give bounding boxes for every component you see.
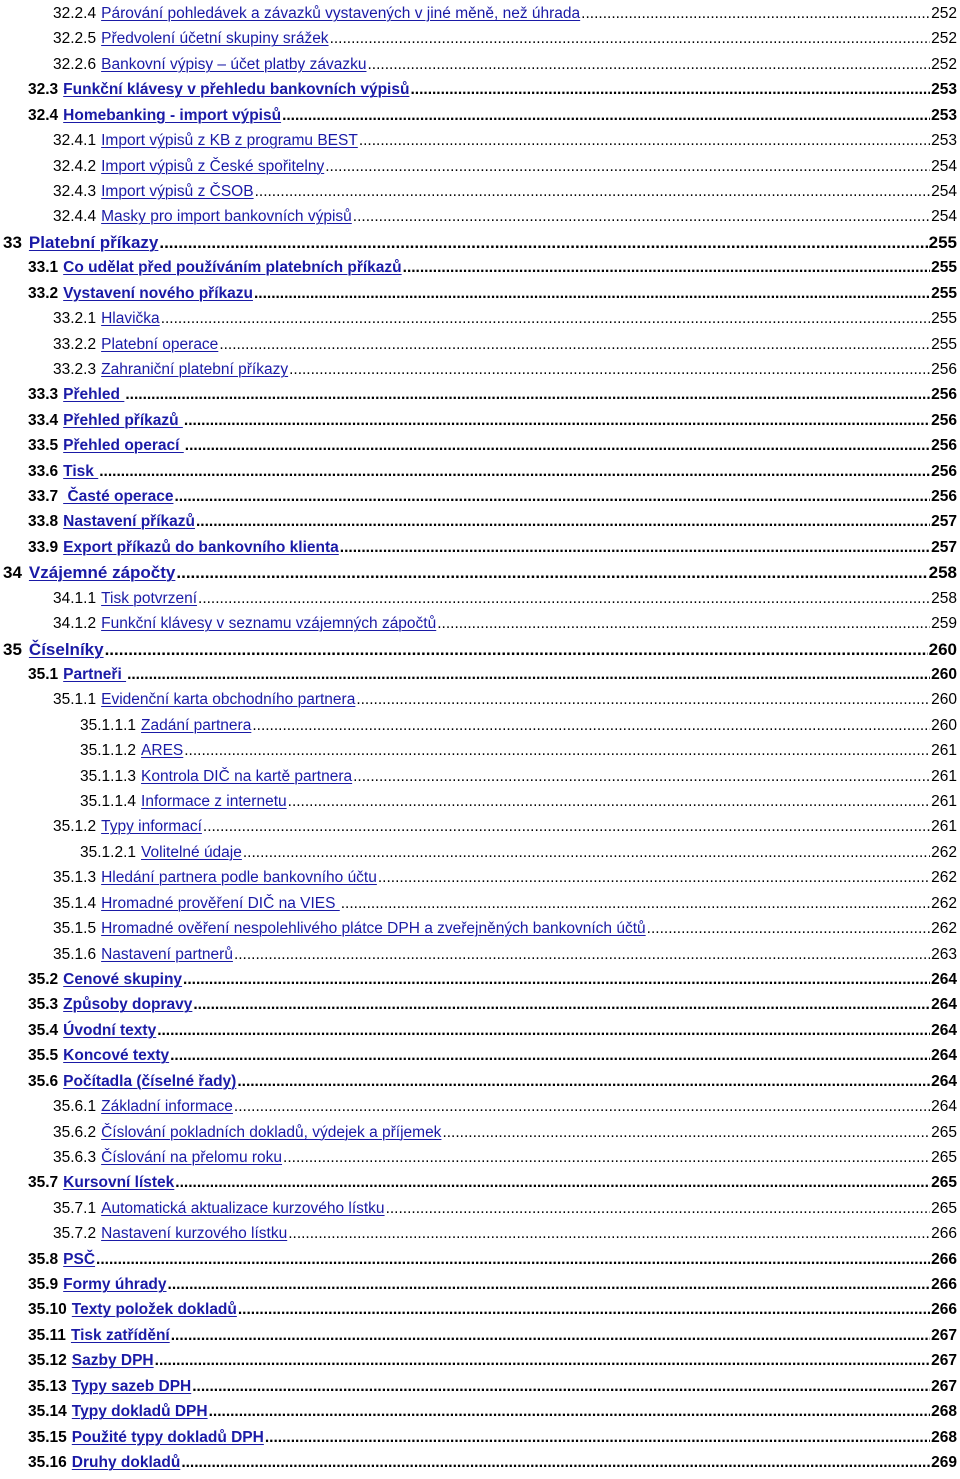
toc-entry[interactable] [0,1123,957,1143]
toc-entry-number: 35.10 [28,1301,67,1319]
toc-entry-page-number: 264 [931,971,957,988]
toc-entry-link[interactable]: Tisk [63,462,99,480]
dot-leader [353,207,930,227]
toc-entry-number: 35.16 [28,1453,67,1471]
toc-entry-number: 33.1 [28,259,59,277]
toc-entry-link[interactable]: Typy sazeb DPH [71,1377,192,1395]
toc-entry-number: 35.6.3 [53,1148,97,1166]
dot-leader [209,1402,931,1422]
toc-entry-number: 33.7 [28,488,59,505]
toc-entry-page-number: 255 [931,259,957,277]
toc-entry[interactable] [0,131,957,151]
dot-leader [437,614,930,634]
toc-entry-link[interactable]: Cenové skupiny [63,971,183,988]
toc-entry-number: 35.13 [28,1377,67,1395]
toc-entry[interactable] [0,512,957,532]
toc-entry[interactable] [0,919,957,939]
toc-entry-page-number: 257 [931,513,957,531]
toc-entry-page-number: 266 [931,1301,957,1319]
toc-entry-page-number: 253 [931,81,957,99]
toc-entry-page-number: 265 [931,1174,957,1192]
dot-leader [238,1300,930,1320]
toc-entry[interactable] [0,538,957,558]
toc-entry[interactable] [0,1453,957,1473]
dot-leader [105,640,928,660]
toc-entry-number: 32.4.3 [53,182,97,200]
toc-entry[interactable] [0,767,957,787]
toc-entry-number: 33.2.2 [53,335,97,353]
toc-entry-link[interactable]: Formy úhrady [63,1276,167,1293]
toc-entry[interactable] [0,80,957,100]
toc-entry[interactable] [0,1250,957,1270]
toc-entry[interactable] [0,1275,957,1295]
toc-entry-page-number: 267 [931,1352,957,1370]
toc-entry-link[interactable]: Kontrola DIČ na kartě partnera [141,767,353,785]
toc-entry-page-number: 258 [928,563,957,583]
toc-entry-number: 35.1.1.3 [80,767,137,785]
toc-entry[interactable] [0,817,957,837]
dot-leader [192,1377,930,1397]
dot-leader [127,665,930,685]
toc-entry[interactable] [0,868,957,888]
dot-leader [341,894,930,914]
toc-entry-number: 35.9 [28,1276,59,1293]
dot-leader [647,919,930,939]
toc-entry-link[interactable]: Automatická aktualizace kurzového lístku [101,1199,385,1217]
toc-entry-link[interactable]: Základní informace [101,1098,233,1116]
toc-entry-page-number: 260 [928,639,957,659]
toc-entry-link[interactable]: Homebanking - import výpisů [63,106,282,124]
toc-entry-link[interactable]: Koncové texty [63,1047,170,1065]
toc-entry[interactable] [0,843,957,863]
dot-leader [155,1351,930,1371]
toc-entry-number: 35.1.4 [53,894,97,912]
toc-entry[interactable] [0,563,957,583]
toc-entry-link[interactable]: Funkční klávesy v přehledu bankovních výpisů [63,81,410,99]
toc-entry[interactable] [0,462,957,482]
toc-entry-number: 35.12 [28,1352,67,1370]
toc-entry[interactable] [0,894,957,914]
toc-entry-number: 35.1.1.4 [80,793,137,810]
toc-entry-page-number: 265 [931,1199,957,1217]
toc-entry-link[interactable]: Číslování na přelomu roku [101,1148,283,1166]
toc-entry-page-number: 266 [931,1225,957,1243]
toc-entry-page-number: 262 [931,894,957,912]
toc-entry-number: 33.9 [28,538,59,556]
dot-leader [203,817,930,837]
dot-leader [174,487,930,507]
toc-entry[interactable] [0,1402,957,1422]
toc-entry-link[interactable]: Vystavení nového příkazu [63,284,253,302]
toc-entry[interactable] [0,309,957,329]
toc-entry-link[interactable]: Import výpisů z České spořitelny [101,157,325,175]
toc-entry-page-number: 260 [931,716,957,734]
toc-entry[interactable] [0,1351,957,1371]
dot-leader [219,335,930,355]
toc-entry-link[interactable]: Evidenční karta obchodního partnera [101,691,356,709]
toc-entry-link[interactable]: Typy dokladů DPH [71,1403,208,1421]
toc-entry-number: 33.2 [28,284,59,302]
toc-entry-link[interactable]: Nastavení příkazů [63,513,195,531]
dot-leader [282,106,930,126]
toc-entry-page-number: 253 [931,106,957,124]
toc-entry[interactable] [0,1046,957,1066]
toc-entry[interactable] [0,157,957,177]
toc-entry[interactable] [0,589,957,609]
toc-entry-page-number: 261 [931,818,957,836]
dot-leader [288,792,930,812]
toc-entry-link[interactable]: Způsoby dopravy [63,996,193,1014]
toc-entry-link[interactable]: Export příkazů do bankovního klienta [63,538,339,556]
toc-entry[interactable] [0,970,957,990]
toc-entry[interactable] [0,1199,957,1219]
toc-entry-number: 35.6.2 [53,1123,97,1141]
dot-leader [183,970,930,990]
toc-entry-link[interactable]: Partneři [63,665,127,683]
toc-entry-link[interactable]: Import výpisů z KB z programu BEST [101,132,358,150]
toc-entry-page-number: 261 [931,742,957,760]
toc-entry-page-number: 256 [931,386,957,404]
toc-entry-number: 34 [3,563,22,583]
toc-entry-page-number: 262 [931,869,957,887]
dot-leader [168,1275,931,1295]
toc-entry-link[interactable]: Časté operace [63,488,174,505]
toc-entry-number: 35.1.6 [53,945,97,963]
dot-leader [403,258,930,278]
toc-entry-link[interactable]: Druhy dokladů [71,1453,181,1471]
toc-entry-number: 33.5 [28,437,59,455]
toc-entry-page-number: 263 [931,945,957,963]
dot-leader [184,411,930,431]
toc-entry-link[interactable]: Tisk potvrzení [101,589,198,607]
dot-leader [340,538,930,558]
toc-entry-link[interactable]: Párování pohledávek a závazků vystavených v jiné měně, než úhrada [101,5,581,22]
toc-entry[interactable] [0,55,957,75]
toc-entry[interactable] [0,1326,957,1346]
dot-leader [367,55,930,75]
toc-entry[interactable] [0,1377,957,1397]
toc-entry-link[interactable]: Číslování pokladních dokladů, výdejek a příjemek [101,1123,442,1141]
toc-entry-number: 35.6.1 [53,1098,97,1116]
toc-entry-page-number: 264 [931,1098,957,1116]
toc-entry-number: 35.1.1.1 [80,716,137,734]
toc-entry[interactable] [0,360,957,380]
toc-entry-number: 35.5 [28,1047,59,1065]
toc-entry[interactable] [0,1173,957,1193]
toc-entry-page-number: 265 [931,1123,957,1141]
dot-leader [325,157,930,177]
toc-entry-number: 35.8 [28,1250,59,1268]
toc-entry-page-number: 264 [931,996,957,1014]
toc-entry-page-number: 253 [931,132,957,150]
dot-leader [99,462,930,482]
toc-entry-link[interactable]: Přehled [63,386,125,404]
toc-entry-page-number: 265 [931,1148,957,1166]
dot-leader [237,1072,930,1092]
toc-entry-link[interactable]: Hromadné ověření nespolehlivého plátce DPH a zveřejněných bankovních účtů [101,920,646,938]
toc-entry[interactable] [0,1300,957,1320]
dot-leader [161,309,930,329]
toc-entry-page-number: 260 [931,691,957,709]
toc-entry-number: 35.1.1 [53,691,97,709]
toc-entry-number: 35.1.2.1 [80,843,137,861]
toc-entry-link[interactable]: Funkční klávesy v seznamu vzájemných zápočtů [101,615,437,633]
toc-entry-link[interactable]: Nastavení partnerů [101,945,233,963]
toc-entry[interactable] [0,614,957,634]
toc-entry-link[interactable]: Zadání partnera [141,716,252,734]
dot-leader [198,589,930,609]
toc-entry-link[interactable]: Typy informací [101,818,202,836]
toc-entry-number: 32.4.4 [53,208,97,226]
dot-leader [265,1428,930,1448]
dot-leader [171,1326,930,1346]
toc-entry-page-number: 255 [931,335,957,353]
toc-entry[interactable] [0,995,957,1015]
dot-leader [356,690,930,710]
toc-entry-link[interactable]: Volitelné údaje [141,843,242,861]
toc-entry[interactable] [0,436,957,456]
toc-entry[interactable] [0,690,957,710]
toc-entry-number: 35.1 [28,665,59,683]
toc-entry-number: 35.1.3 [53,869,97,887]
toc-entry-number: 35 [3,639,22,659]
dot-leader [196,512,930,532]
toc-entry-page-number: 267 [931,1377,957,1395]
toc-entry-number: 35.7 [28,1174,59,1192]
toc-entry-page-number: 259 [931,615,957,633]
dot-leader [255,182,931,202]
dot-leader [581,4,930,24]
dot-leader [283,1148,930,1168]
toc-entry[interactable] [0,945,957,965]
toc-entry-page-number: 268 [931,1428,957,1446]
toc-entry[interactable] [0,4,957,24]
toc-entry-page-number: 256 [931,488,957,505]
toc-entry[interactable] [0,106,957,126]
toc-entry-page-number: 255 [931,284,957,302]
dot-leader [378,868,930,888]
toc-entry-page-number: 254 [931,157,957,175]
dot-leader [125,385,930,405]
toc-entry[interactable] [0,716,957,736]
toc-entry-number: 35.15 [28,1428,67,1446]
toc-entry-link[interactable]: Informace z internetu [141,793,287,810]
toc-entry-number: 33.3 [28,386,59,404]
toc-entry[interactable] [0,29,957,49]
dot-leader [96,1250,930,1270]
toc-entry[interactable] [0,665,957,685]
toc-entry-number: 35.3 [28,996,59,1014]
toc-entry-link[interactable]: Sazby DPH [71,1352,154,1370]
toc-entry-number: 32.2.6 [53,55,97,73]
toc-entry-page-number: 262 [931,920,957,938]
toc-entry-page-number: 266 [931,1276,957,1293]
toc-entry-number: 32.4 [28,106,59,124]
toc-entry-page-number: 252 [931,30,957,48]
toc-entry[interactable] [0,385,957,405]
toc-entry-link[interactable]: ARES [141,742,184,760]
toc-entry[interactable] [0,1072,957,1092]
toc-entry-number: 35.6 [28,1072,59,1090]
toc-entry-page-number: 268 [931,1403,957,1421]
toc-entry-number: 34.1.2 [53,615,97,633]
toc-entry-number: 33.4 [28,411,59,429]
dot-leader [175,1173,930,1193]
dot-leader [410,80,930,100]
toc-entry-page-number: 255 [931,310,957,327]
toc-entry-link[interactable]: Platební příkazy [28,232,159,252]
dot-leader [330,29,931,49]
toc-entry-link[interactable]: Hlavička [101,310,160,327]
dot-leader [159,233,927,253]
toc-entry-number: 35.7.2 [53,1225,97,1243]
toc-entry-page-number: 256 [931,462,957,480]
toc-entry-link[interactable]: Použité typy dokladů DPH [71,1428,264,1446]
toc-entry[interactable] [0,1148,957,1168]
toc-entry-number: 35.14 [28,1403,67,1421]
toc-entry-number: 32.2.5 [53,30,97,48]
toc-entry-number: 33.2.1 [53,310,97,327]
toc-entry-number: 33.2.3 [53,360,97,378]
toc-entry-page-number: 262 [931,843,957,861]
toc-entry-link[interactable]: Přehled operací [63,437,184,455]
dot-leader [289,360,930,380]
toc-entry-page-number: 256 [931,437,957,455]
toc-entry-link[interactable]: Co udělat před používáním platebních příkazů [63,259,402,277]
toc-entry[interactable] [0,792,957,812]
toc-entry-page-number: 264 [931,1021,957,1039]
toc-entry-number: 35.1.5 [53,920,97,938]
toc-entry[interactable] [0,335,957,355]
toc-entry[interactable] [0,411,957,431]
toc-entry[interactable] [0,1224,957,1244]
dot-leader [353,767,930,787]
toc-entry-number: 35.11 [28,1326,66,1344]
toc-entry[interactable] [0,640,957,660]
toc-entry-link[interactable]: Hromadné prověření DIČ na VIES [101,894,340,912]
toc-entry-link[interactable]: Přehled příkazů [63,411,183,429]
dot-leader [170,1046,930,1066]
dot-leader [157,1021,930,1041]
toc-entry-link[interactable]: Číselníky [28,639,104,659]
toc-entry-page-number: 254 [931,182,957,200]
toc-entry-link[interactable]: Hledání partnera podle bankovního účtu [101,869,377,887]
toc-entry-page-number: 256 [931,411,957,429]
toc-entry-link[interactable]: Zahraniční platební příkazy [101,360,289,378]
dot-leader [234,1097,930,1117]
toc-entry-page-number: 260 [931,665,957,683]
toc-entry-link[interactable]: Vzájemné zápočty [28,563,176,583]
toc-entry-page-number: 264 [931,1047,957,1065]
dot-leader [176,563,927,583]
toc-entry-number: 32.2.4 [53,5,97,22]
dot-leader [442,1123,930,1143]
toc-entry-number: 35.7.1 [53,1199,97,1217]
toc-entry[interactable] [0,1428,957,1448]
toc-entry-link[interactable]: Úvodní texty [63,1021,157,1039]
toc-entry-link[interactable]: Kursovní lístek [63,1174,175,1192]
toc-entry-number: 33 [3,232,22,252]
toc-entry[interactable] [0,207,957,227]
dot-leader [184,741,930,761]
toc-entry-page-number: 252 [931,5,957,22]
toc-entry-link[interactable]: Masky pro import bankovních výpisů [101,208,352,226]
toc-entry-number: 32.3 [28,81,59,99]
dot-leader [185,436,930,456]
toc-entry-link[interactable]: Texty položek dokladů [71,1301,237,1319]
toc-entry[interactable] [0,182,957,202]
toc-entry-page-number: 267 [931,1326,957,1344]
toc-entry[interactable] [0,487,957,507]
toc-entry[interactable] [0,741,957,761]
toc-entry-page-number: 264 [931,1072,957,1090]
toc-entry-link[interactable]: Bankovní výpisy – účet platby závazku [101,55,367,73]
toc-entry-link[interactable]: Počítadla (číselné řady) [63,1072,237,1090]
toc-entry-number: 35.1.2 [53,818,97,836]
dot-leader [243,843,930,863]
dot-leader [234,945,930,965]
toc-entry[interactable] [0,258,957,278]
dot-leader [252,716,930,736]
dot-leader [193,995,930,1015]
toc-entry[interactable] [0,1021,957,1041]
toc-entry-number: 32.4.1 [53,132,97,150]
toc-entry-page-number: 269 [931,1453,957,1471]
dot-leader [181,1453,930,1473]
toc-entry-link[interactable]: PSČ [63,1250,96,1268]
toc-entry-link[interactable]: Platební operace [101,335,219,353]
dot-leader [386,1199,931,1219]
toc-entry-number: 32.4.2 [53,157,97,175]
toc-entry-number: 34.1.1 [53,589,97,607]
toc-entry-page-number: 255 [928,232,957,252]
toc-entry-page-number: 258 [931,589,957,607]
toc-entry-number: 33.8 [28,513,59,531]
toc-entry-number: 35.2 [28,971,59,988]
toc-entry[interactable] [0,233,957,253]
toc-entry-page-number: 261 [931,793,957,810]
toc-entry-page-number: 266 [931,1250,957,1268]
dot-leader [254,284,930,304]
toc-entry-page-number: 261 [931,767,957,785]
toc-entry-link[interactable]: Tisk zatřídění [70,1326,170,1344]
toc-entry-page-number: 257 [931,538,957,556]
toc-entry-number: 33.6 [28,462,59,480]
toc-entry-page-number: 254 [931,208,957,226]
toc-entry-page-number: 252 [931,55,957,73]
toc-entry-link[interactable]: Předvolení účetní skupiny srážek [101,30,329,48]
toc-entry-link[interactable]: Import výpisů z ČSOB [101,182,254,200]
toc-entry[interactable] [0,284,957,304]
toc-entry-page-number: 256 [931,360,957,378]
toc-entry-link[interactable]: Nastavení kurzového lístku [101,1225,288,1243]
dot-leader [288,1224,930,1244]
toc-entry-number: 35.1.1.2 [80,742,137,760]
dot-leader [359,131,930,151]
toc-entry-number: 35.4 [28,1021,59,1039]
toc-entry[interactable] [0,1097,957,1117]
